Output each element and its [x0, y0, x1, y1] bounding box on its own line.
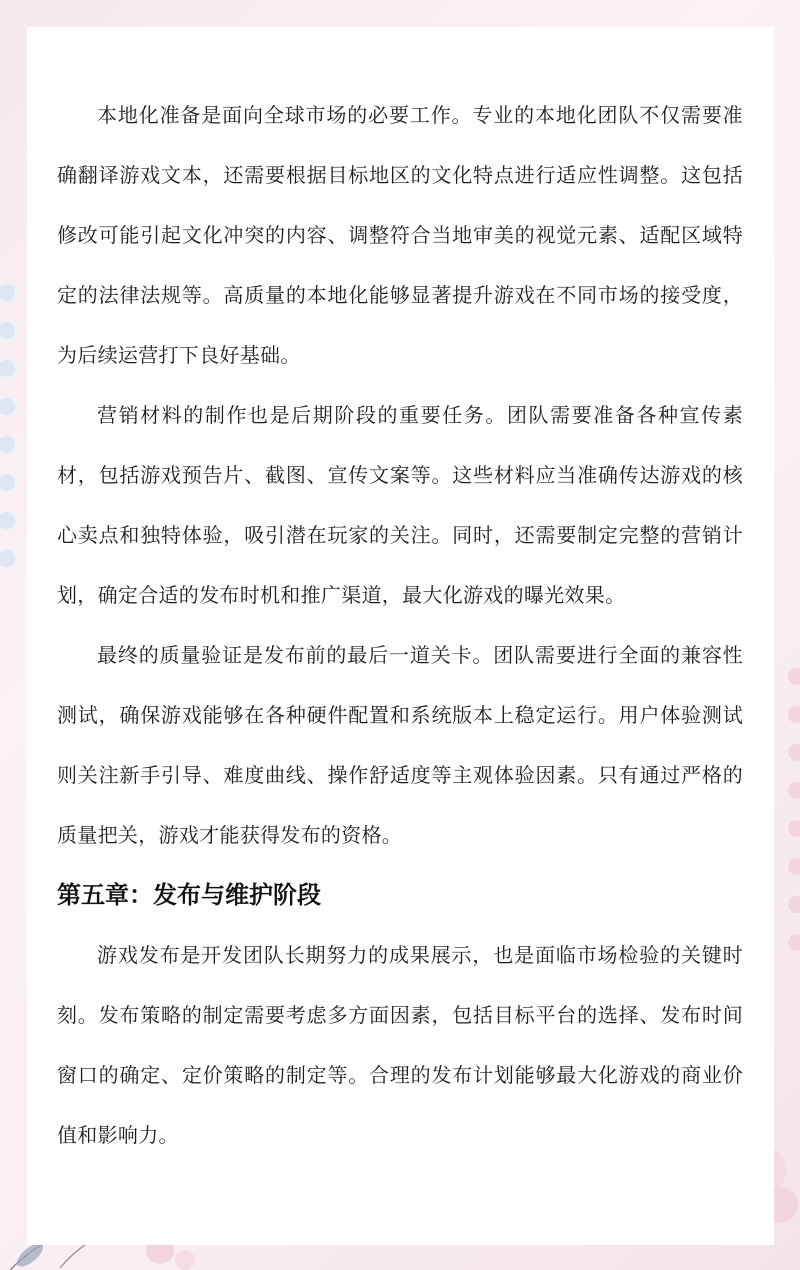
right-dot-decoration: [786, 666, 800, 966]
dot-icon: [0, 510, 17, 531]
dot-icon: [0, 358, 17, 379]
dot-icon: [0, 282, 17, 303]
dot-icon: [786, 704, 800, 725]
left-dot-decoration: [0, 282, 16, 582]
dot-icon: [0, 472, 17, 493]
dot-icon: [0, 548, 17, 569]
article-content: [57, 85, 743, 1165]
paragraph: 游戏发布是开发团队长期努力的成果展示，也是面临市场检验的关键时刻。发布策略的制定需要考虑多方面因素，包括目标平台的选择、发布时间窗口的确定、定价策略的制定等。合理的发布计划能够最大化游戏的商业价值和影响力。: [57, 943, 743, 1147]
dot-icon: [786, 856, 800, 877]
dot-icon: [786, 780, 800, 801]
dot-icon: [786, 932, 800, 953]
paragraph: 最终的质量验证是发布前的最后一道关卡。团队需要进行全面的兼容性测试，确保游戏能够在各种硬件配置和系统版本上稳定运行。用户体验测试则关注新手引导、难度曲线、操作舒适度等主观体验因素。只有通过严格的质量把关，游戏才能获得发布的资格。: [57, 643, 743, 847]
dot-icon: [0, 396, 17, 417]
dot-icon: [786, 742, 800, 763]
dot-icon: [786, 894, 800, 915]
dot-icon: [0, 320, 17, 341]
article-card: [27, 27, 774, 1245]
chapter-title: 第五章：发布与维护阶段: [57, 881, 321, 909]
paragraph: 营销材料的制作也是后期阶段的重要任务。团队需要准备各种宣传素材，包括游戏预告片、截图、宣传文案等。这些材料应当准确传达游戏的核心卖点和独特体验，吸引潜在玩家的关注。同时，还需要制定完整的营销计划，确定合适的发布时机和推广渠道，最大化游戏的曝光效果。: [57, 403, 743, 607]
dot-icon: [786, 666, 800, 687]
dot-icon: [0, 434, 17, 455]
dot-icon: [786, 818, 800, 839]
paragraph: 本地化准备是面向全球市场的必要工作。专业的本地化团队不仅需要准确翻译游戏文本，还需要根据目标地区的文化特点进行适应性调整。这包括修改可能引起文化冲突的内容、调整符合当地审美的视觉元素、适配区域特定的法律法规等。高质量的本地化能够显著提升游戏在不同市场的接受度，为后续运营打下良好基础。: [57, 103, 743, 367]
